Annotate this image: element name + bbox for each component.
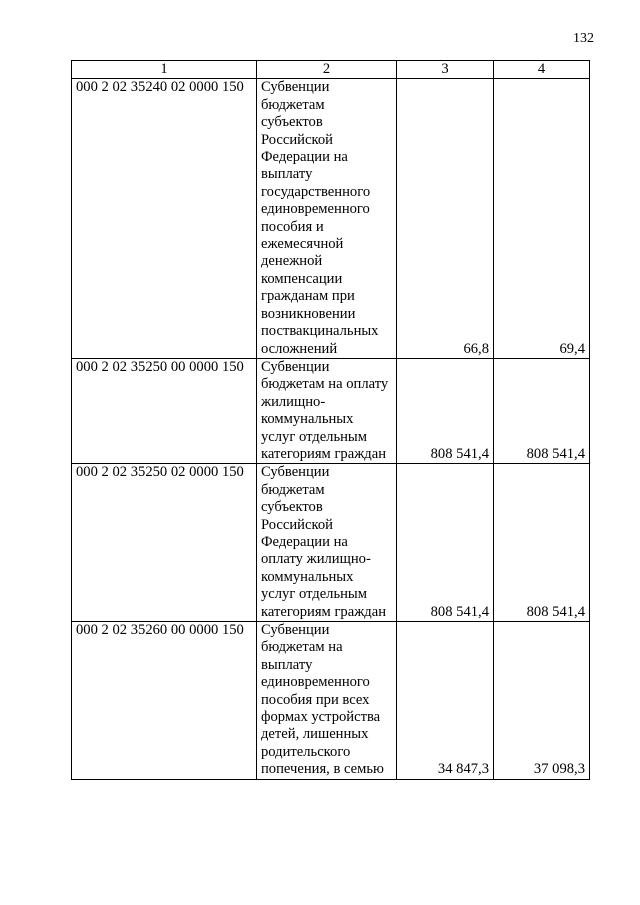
table-header: [72, 61, 590, 79]
description-cell: Субвенции бюджетам на оплату жилищно- коммунальных услуг отдельным категориям граждан: [257, 358, 397, 463]
amount-col4-cell: 808 541,4: [494, 358, 590, 463]
budget-code-cell: 000 2 02 35240 02 0000 150: [72, 79, 257, 359]
table-row: [72, 464, 590, 622]
header-row: [72, 61, 590, 79]
amount-col4-cell: 37 098,3: [494, 622, 590, 780]
amount-col3-cell: 808 541,4: [397, 464, 494, 622]
description-cell: Субвенции бюджетам на выплату единовременного пособия при всех формах устройства детей, лишенных родительского попечения, в семью: [257, 622, 397, 780]
budget-code-cell: 000 2 02 35250 00 0000 150: [72, 358, 257, 463]
amount-col3-cell: 34 847,3: [397, 622, 494, 780]
amount-col3-cell: 808 541,4: [397, 358, 494, 463]
header-col-3: 3: [397, 61, 494, 79]
amount-col4-cell: 69,4: [494, 79, 590, 359]
budget-code-cell: 000 2 02 35250 02 0000 150: [72, 464, 257, 622]
amount-col3-cell: 66,8: [397, 79, 494, 359]
table-row: [72, 622, 590, 780]
page-number: 132: [573, 31, 594, 46]
header-col-4: 4: [494, 61, 590, 79]
budget-code-cell: 000 2 02 35260 00 0000 150: [72, 622, 257, 780]
table-row: [72, 358, 590, 463]
header-col-2: 2: [257, 61, 397, 79]
amount-col4-cell: 808 541,4: [494, 464, 590, 622]
header-col-1: 1: [72, 61, 257, 79]
budget-table: [71, 60, 590, 780]
description-cell: Субвенции бюджетам субъектов Российской Федерации на выплату государственного единовременного пособия и ежемесячной денежной компенсации гражданам при возникновении поствакцинальных осложнений: [257, 79, 397, 359]
table-row: [72, 79, 590, 359]
table-body: [72, 79, 590, 779]
description-cell: Субвенции бюджетам субъектов Российской Федерации на оплату жилищно- коммунальных услуг отдельным категориям граждан: [257, 464, 397, 622]
